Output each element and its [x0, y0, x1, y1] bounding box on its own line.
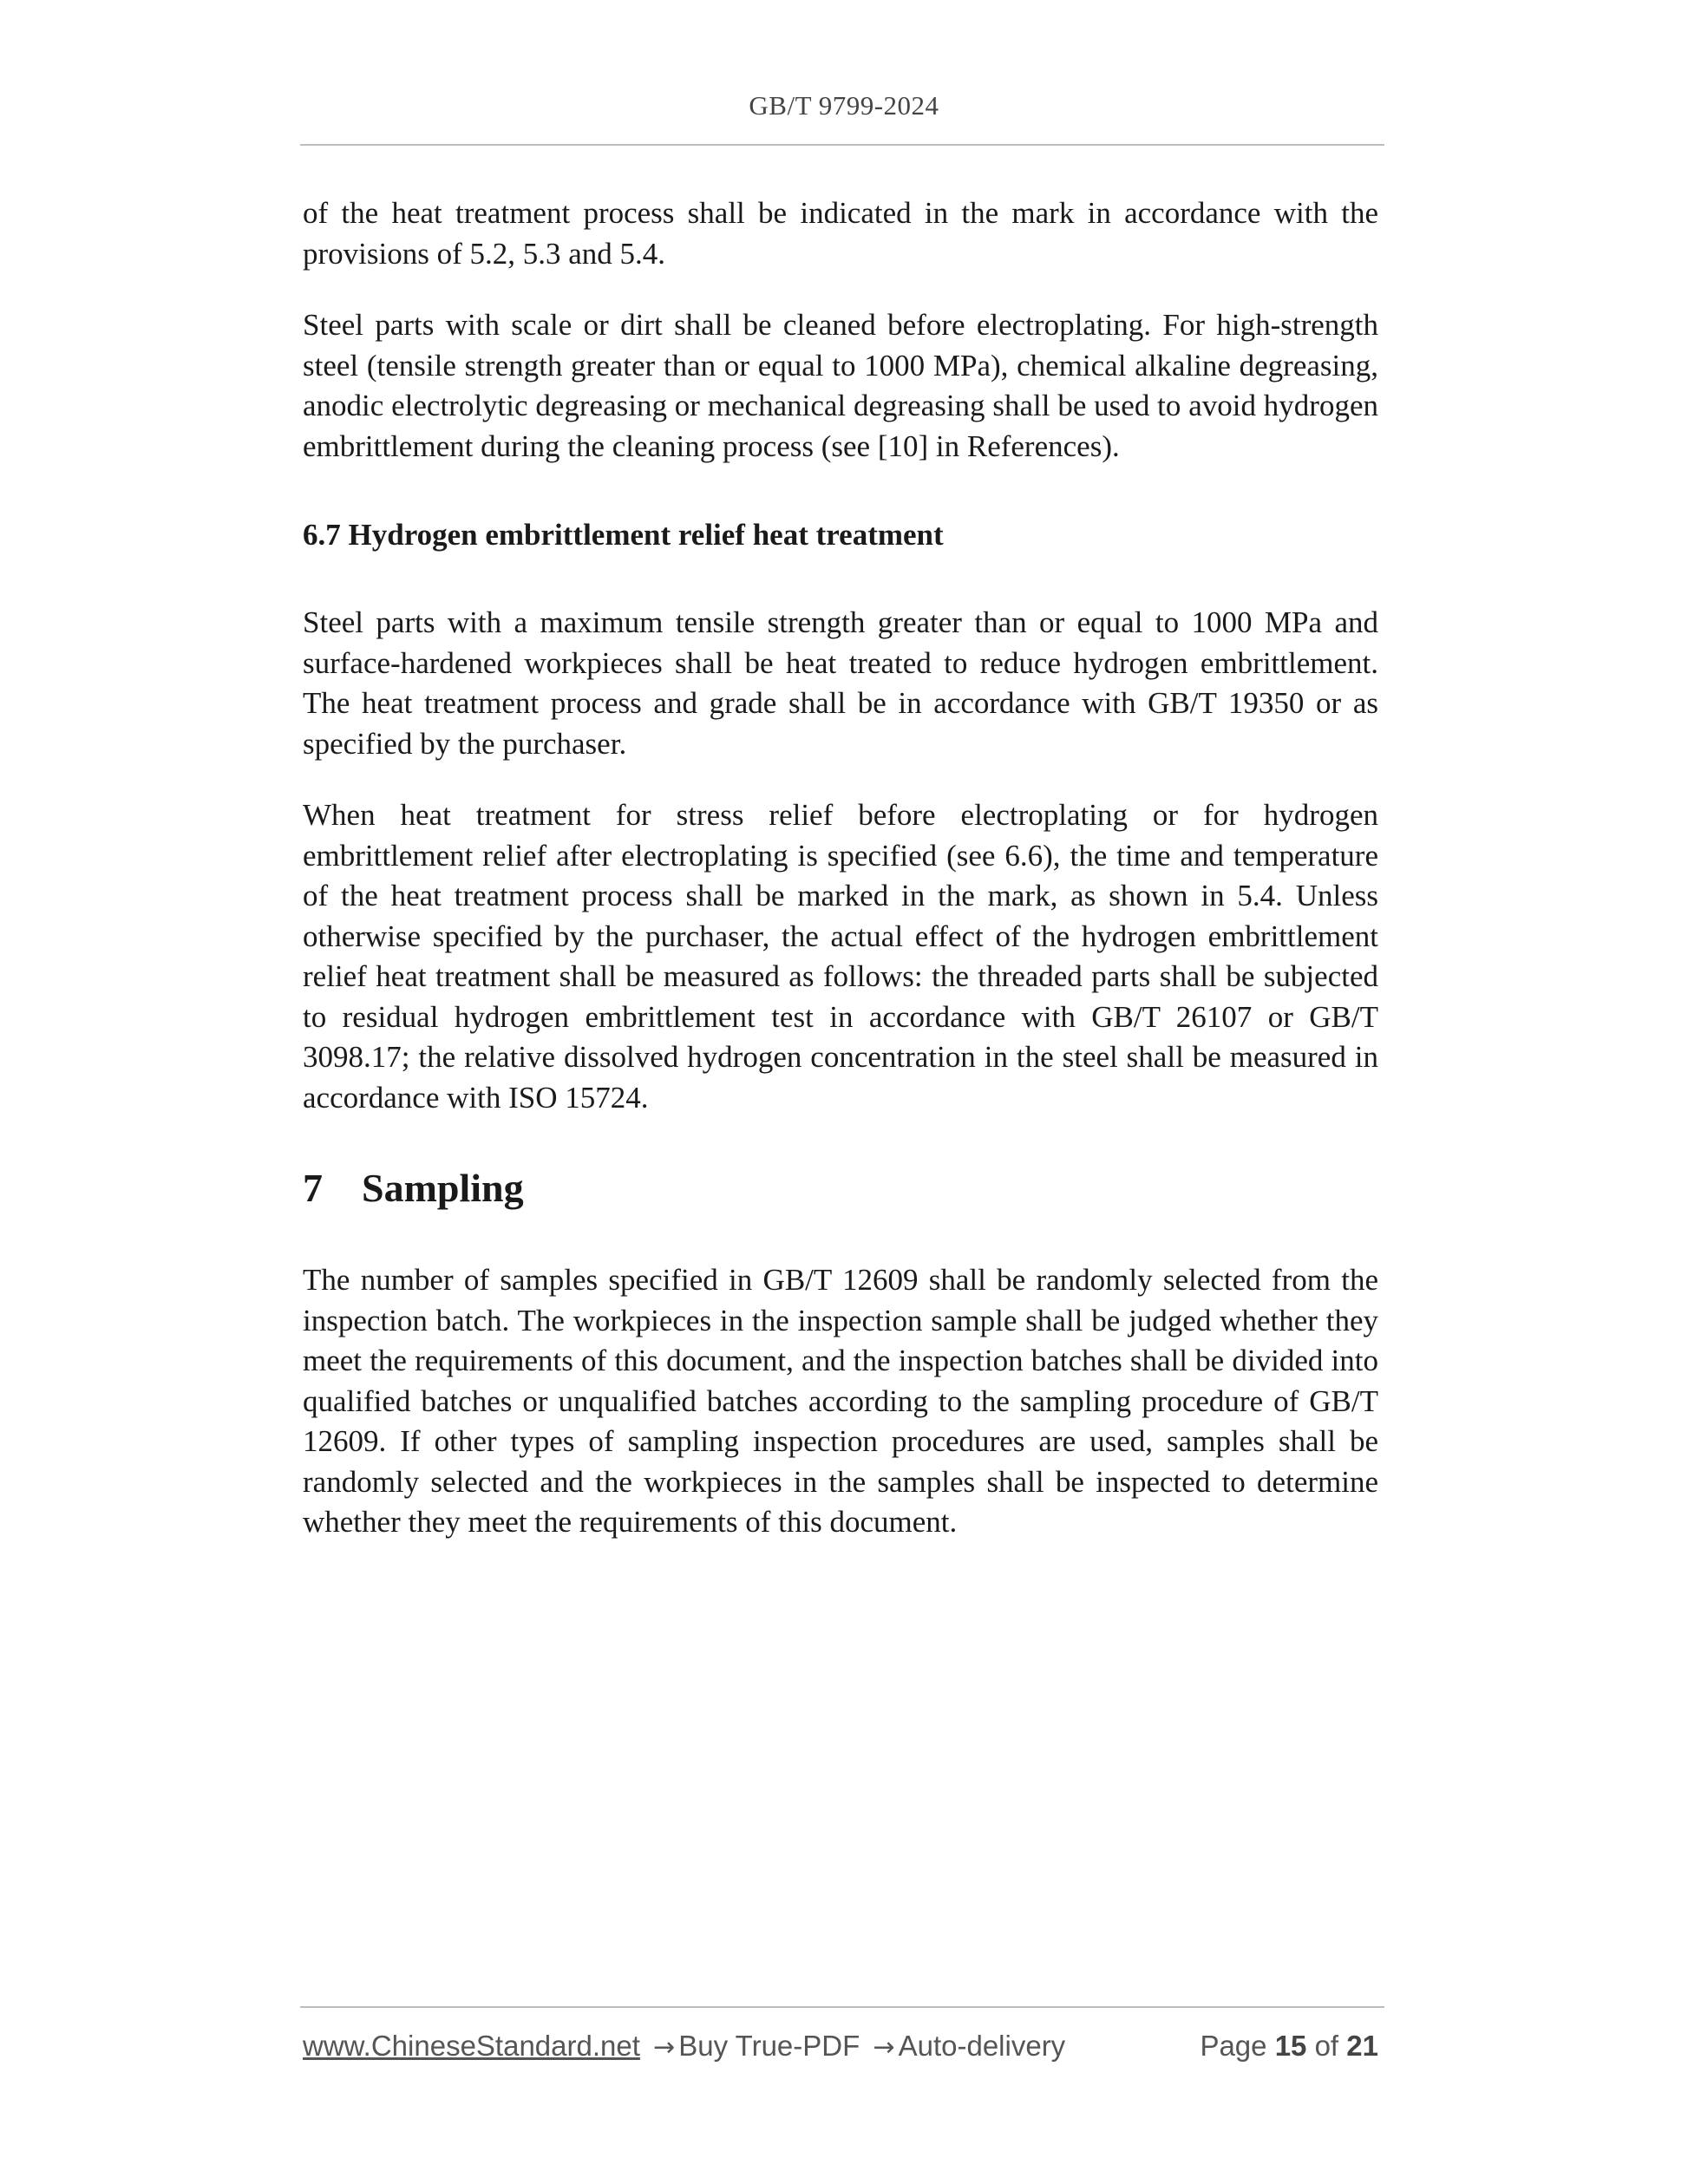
- paragraph-text: When heat treatment for stress relief before electroplating or for hydrogen embrittlement relief after electroplating is specified (see 6.6), the time and temperature of the heat treatment process shall be marked in the mark, as shown in 5.4. Unless otherwise specified by the purchaser, the actual effect of the hydrogen embrittlement relief heat treatment shall be measured as follows: the threaded parts shall be subjected to residual hydrogen embrittlement test in accordance with GB/T 26107 or GB/T 3098.17; the relative dissolved hydrogen concentration in the steel shall be measured in accordance with ISO 15724.: [303, 798, 1378, 1115]
- paragraph-heat-treatment: [303, 603, 1378, 764]
- arrow-right-icon: →: [873, 2032, 895, 2063]
- arrow-right-icon: →: [653, 2032, 676, 2063]
- paragraph-stress-relief: [303, 795, 1378, 1118]
- delivery-text: Auto-delivery: [898, 2030, 1066, 2062]
- document-id-header: GB/T 9799-2024: [749, 90, 939, 121]
- page-indicator: [1200, 2026, 1378, 2066]
- page-of: of: [1314, 2030, 1339, 2062]
- paragraph-sampling: [303, 1260, 1378, 1543]
- footer-divider: [300, 2006, 1384, 2008]
- paragraph-text: of the heat treatment process shall be indicated in the mark in accordance with the provisions of 5.2, 5.3 and 5.4.: [303, 196, 1378, 271]
- page-total: 21: [1346, 2030, 1378, 2062]
- paragraph-cleaning: [303, 305, 1378, 467]
- section-number: 7: [303, 1166, 323, 1210]
- section-7-heading: [303, 1162, 524, 1214]
- buy-text: Buy True-PDF: [678, 2030, 860, 2062]
- paragraph-continuation: [303, 193, 1378, 274]
- paragraph-text: The number of samples specified in GB/T 12609 shall be randomly selected from the inspection batch. The workpieces in the inspection sample shall be judged whether they meet the requirements of this document, and the inspection batches shall be divided into qualified batches or unqualified batches according to the sampling procedure of GB/T 12609. If other types of sampling inspection procedures are used, samples shall be randomly selected and the workpieces in the samples shall be inspected to determine whether they meet the requirements of this document.: [303, 1263, 1378, 1539]
- page-current: 15: [1274, 2030, 1307, 2062]
- footer-links: [303, 2026, 1065, 2068]
- section-6-7-heading: 6.7 Hydrogen embrittlement relief heat treatment: [303, 518, 944, 552]
- paragraph-text: Steel parts with scale or dirt shall be cleaned before electroplating. For high-strength steel (tensile strength greater than or equal to 1000 MPa), chemical alkaline degreasing, anodic electrolytic degreasing or mechanical degreasing shall be used to avoid hydrogen embrittlement during the cleaning process (see [10] in References).: [303, 308, 1378, 463]
- section-title: Sampling: [362, 1166, 524, 1210]
- page-label: Page: [1200, 2030, 1267, 2062]
- paragraph-text: Steel parts with a maximum tensile strength greater than or equal to 1000 MPa and surface-hardened workpieces shall be heat treated to reduce hydrogen embrittlement. The heat treatment process and grade shall be in accordance with GB/T 19350 or as specified by the purchaser.: [303, 605, 1378, 761]
- site-link[interactable]: www.ChineseStandard.net: [303, 2030, 640, 2062]
- header-divider: [300, 144, 1384, 146]
- page-footer: [303, 2026, 1378, 2066]
